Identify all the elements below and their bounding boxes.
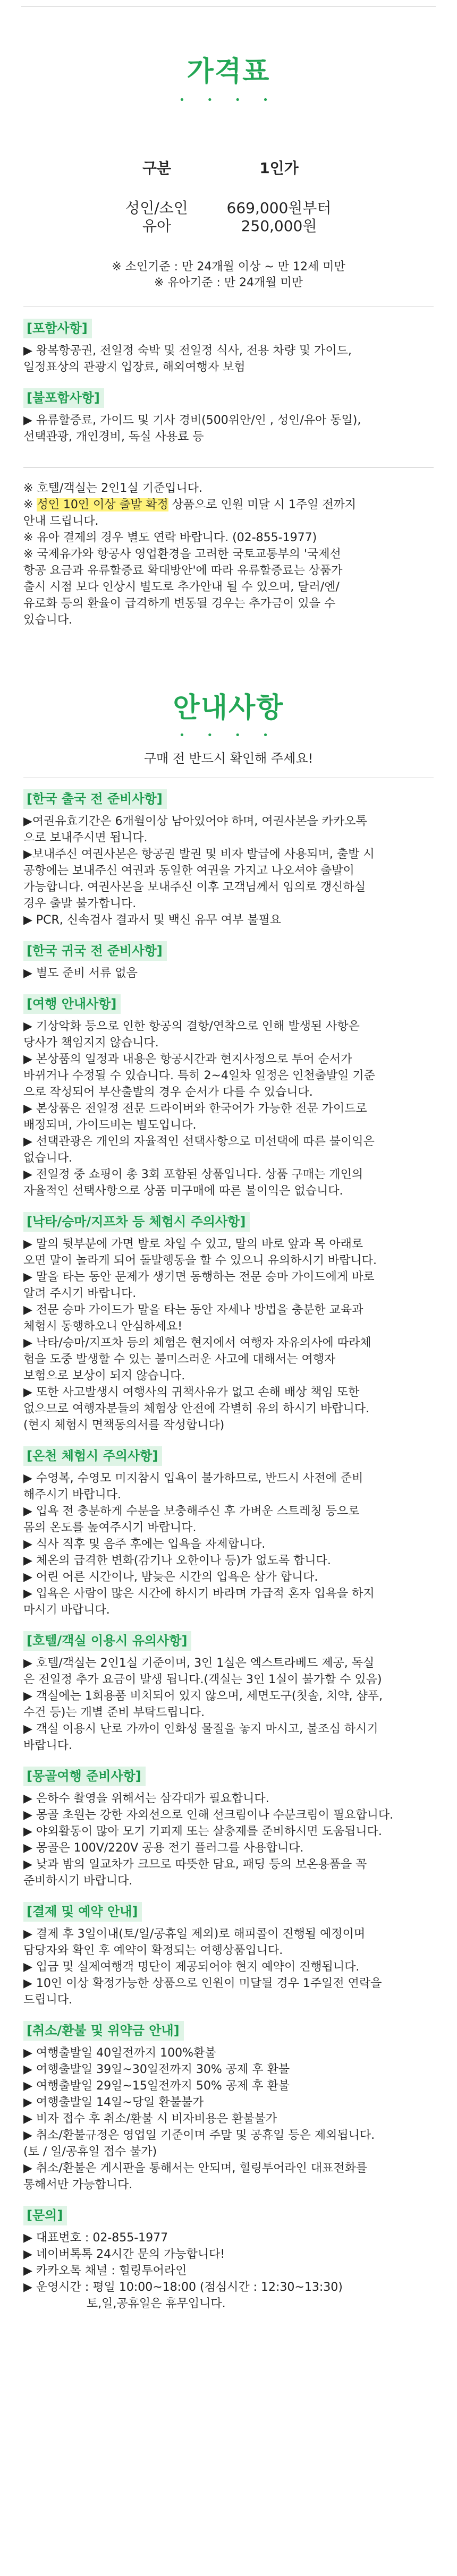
- section-line: ▶ 본상품의 일정과 내용은 항공시간과 현지사정으로 투어 순서가: [23, 1053, 352, 1066]
- include-header: [포함사항]: [23, 319, 92, 338]
- note-line: 있습니다.: [23, 613, 73, 627]
- section-header: [몽골여행 준비사항]: [23, 1767, 146, 1786]
- section-line: 은 전일정 추가 요금이 발생 됩니다.(객실는 3인 1실이 불가할 수 있음): [23, 1673, 382, 1686]
- infant-age-note: ※ 유아기준 : 만 24개월 미만: [154, 276, 303, 289]
- section-cancel-refund: [23, 2021, 434, 2193]
- section-line: 으로 작성되어 부산출발의 경우 순서가 다를 수 있습니다.: [23, 1086, 313, 1099]
- section-line: ▶ 비자 접수 후 취소/환불 시 비자비용은 환불불가: [23, 2112, 277, 2126]
- section-line: ▶ 여행출발일 29일~15일전까지 50% 공제 후 환불: [23, 2079, 290, 2093]
- guide-sections: [23, 789, 434, 2312]
- section-line: ▶ 호텔/객실는 2인1실 기준이며, 3인 1실은 엑스트라베드 제공, 독실: [23, 1657, 375, 1670]
- section-mongolia-prep: [23, 1767, 434, 1889]
- section-line: ▶ 전일정 중 쇼핑이 총 3회 포함된 상품입니다. 상품 구매는 개인의: [23, 1168, 363, 1181]
- section-contact: [23, 2206, 434, 2312]
- section-line: 통해서만 가능합니다.: [23, 2178, 133, 2191]
- section-line: ▶ 취소/환불은 게시판을 통해서는 안되며, 힐링투어라인 대표전화를: [23, 2162, 368, 2175]
- section-line: ▶ 객실 이용시 난로 가까이 인화성 물질을 놓지 마시고, 불조심 하시기: [23, 1722, 378, 1736]
- section-line: 바뀌거나 수정될 수 있습니다. 특히 2~4일차 일정은 인천출발일 기준: [23, 1069, 375, 1082]
- section-header: [낙타/승마/지프차 등 체험시 주의사항]: [23, 1212, 250, 1232]
- section-line: 경우 출발 불가합니다.: [23, 897, 137, 910]
- note-line: ※ 국제유가와 항공사 영업환경을 고려한 국토교통부의 '국제선: [23, 548, 341, 561]
- include-block: [23, 319, 434, 445]
- section-line: 없습니다.: [23, 1151, 73, 1165]
- note-line: ※ 호텔/객실는 2인1실 기준입니다.: [23, 482, 202, 495]
- section-korea-return: [23, 941, 434, 982]
- section-line: ▶ 입욕은 사람이 많은 시간에 하시기 바라며 가급적 혼자 입욕을 하지: [23, 1587, 375, 1600]
- top-divider: [21, 6, 436, 7]
- section-line: ▶ 말의 뒷부분에 가면 발로 차일 수 있고, 말의 바로 앞과 목 아래로: [23, 1238, 363, 1251]
- contact-kakao-channel: ▶ 카카오톡 채널 : 힐링투어라인: [23, 2264, 187, 2278]
- section-header: [한국 출국 전 준비사항]: [23, 789, 167, 809]
- section-line: ▶ 은하수 촬영을 위해서는 삼각대가 필요합니다.: [23, 1792, 269, 1805]
- section-korea-departure: [23, 789, 434, 928]
- section-line: ▶ 별도 준비 서류 없음: [23, 967, 138, 980]
- section-line: 담당자와 확인 후 예약이 확정되는 여행상품입니다.: [23, 1944, 283, 1957]
- section-line: ▶보내주신 여권사본은 항공권 발권 및 비자 발급에 사용되며, 출발 시: [23, 848, 375, 861]
- guide-title: 안내사항: [173, 692, 284, 724]
- section-line: 알려 주시기 바랍니다.: [23, 1287, 137, 1300]
- section-header: [여행 안내사항]: [23, 994, 121, 1014]
- section-line: 바랍니다.: [23, 1739, 73, 1752]
- section-line: ▶ 10인 이상 확정가능한 상품으로 인원이 미달될 경우 1주일전 연락을: [23, 1977, 382, 1990]
- price-type: 성인/소인: [125, 199, 188, 217]
- section-hotel-caution: [23, 1631, 434, 1754]
- section-line: ▶ 기상악화 등으로 인한 항공의 결항/연착으로 인해 발생된 사항은: [23, 1020, 360, 1033]
- contact-holidays: 토,일,공휴일은 휴무입니다.: [23, 2297, 226, 2310]
- guide-subtitle: 구매 전 반드시 확인해 주세요!: [143, 751, 314, 766]
- section-line: ▶ 객실에는 1회용품 비치되어 있지 않으며, 세면도구(칫솔, 치약, 샴푸,: [23, 1690, 383, 1703]
- section-line: ▶ 말을 타는 동안 문제가 생기면 동행하는 전문 승마 가이드에게 바로: [23, 1270, 375, 1284]
- section-line: ▶ 낮과 밤의 일교차가 크므로 따뜻한 담요, 패딩 등의 보온용품을 꼭: [23, 1858, 367, 1871]
- section-line: ▶ 또한 사고발생시 여행사의 귀책사유가 없고 손해 배상 책임 또한: [23, 1386, 360, 1399]
- section-line: 없으므로 여행자분들의 체험상 안전에 각별히 유의 하시기 바랍니다.: [23, 1402, 370, 1415]
- section-line: (토 / 일/공휴일 접수 불가): [23, 2145, 157, 2159]
- exclude-line: ▶ 유류할증료, 가이드 및 기사 경비(500위안/인 , 성인/유아 동일),: [23, 414, 361, 427]
- section-line: ▶ 여행출발일 14일~당일 환불불가: [23, 2096, 204, 2109]
- section-line: 마시기 바랍니다.: [23, 1603, 110, 1617]
- section-line: 배정되며, 가이드비는 별도입니다.: [23, 1119, 197, 1132]
- section-line: 몸의 온도를 높여주시기 바랍니다.: [23, 1521, 197, 1534]
- title-dots: • • • •: [179, 95, 278, 106]
- note-line: ※ 성인 10인 이상 출발 확정 상품으로 인원 미달 시 1주일 전까지: [23, 498, 357, 511]
- header-type: 구분: [142, 159, 172, 177]
- section-line: ▶ 결제 후 3일이내(토/일/공휴일 제외)로 해피콜이 진행될 예정이며: [23, 1927, 366, 1941]
- section-line: ▶ 여행출발일 39일~30일전까지 30% 공제 후 환불: [23, 2063, 290, 2076]
- section-line: 보험으로 보상이 되지 않습니다.: [23, 1369, 185, 1383]
- section-line: ▶ 선택관광은 개인의 자율적인 선택사항으로 미선택에 따른 불이익은: [23, 1135, 375, 1148]
- section-line: ▶ 수영복, 수영모 미지참시 입욕이 불가하므로, 반드시 사전에 준비: [23, 1472, 363, 1485]
- section-hotspring-caution: [23, 1446, 434, 1618]
- note-line: ※ 유아 결제의 경우 별도 연락 바랍니다. (02-855-1977): [23, 531, 317, 544]
- note-line: 항공 요금과 유류할증료 확대방안'에 따라 유류할증료는 상품가: [23, 564, 343, 577]
- section-line: ▶ 입금 및 실제여행객 명단이 제공되어야 현지 예약이 진행됩니다.: [23, 1960, 360, 1974]
- section-line: ▶ 몽골 초원는 강한 자외선으로 인해 선크림이나 수분크림이 필요합니다.: [23, 1809, 394, 1822]
- section-line: ▶여권유효기간은 6개월이상 남아있어야 하며, 여권사본을 카카오톡: [23, 815, 367, 828]
- exclude-line: 선택관광, 개인경비, 독실 사용료 등: [23, 430, 204, 443]
- section-activity-caution: [23, 1212, 434, 1434]
- section-line: ▶ 식사 직후 및 음주 후에는 입욕을 자제합니다.: [23, 1538, 266, 1551]
- section-line: ▶ PCR, 신속검사 결과서 및 백신 유무 여부 불필요: [23, 914, 282, 927]
- section-line: 험을 도중 발생할 수 있는 불미스러운 사고에 대해서는 여행자: [23, 1353, 336, 1366]
- note-line: 안내 드립니다.: [23, 515, 99, 528]
- note-line: 출시 시점 보다 인상시 별도로 추가안내 될 수 있으며, 달러/엔/: [23, 581, 340, 594]
- include-line: 일정표상의 관광지 입장료, 해외여행자 보험: [23, 361, 246, 374]
- section-line: ▶ 전문 승마 가이드가 말을 타는 동안 자세나 방법을 충분한 교육과: [23, 1303, 363, 1317]
- section-line: 당사가 책임지지 않습니다.: [23, 1036, 159, 1050]
- section-line: 자율적인 선택사항으로 상품 미구매에 따른 불이익은 없습니다.: [23, 1184, 343, 1198]
- section-line: ▶ 어린 어른 시간이나, 밤늦은 시간의 입욕은 삼가 합니다.: [23, 1571, 318, 1584]
- divider: [23, 467, 434, 468]
- exclude-header: [불포함사항]: [23, 388, 104, 408]
- section-line: 수건 등)는 개별 준비 부탁드립니다.: [23, 1706, 205, 1719]
- highlight-min-travelers: 성인 10인 이상 출발 확정: [37, 498, 168, 511]
- section-line: 해주시기 바랍니다.: [23, 1488, 122, 1502]
- section-header: [문의]: [23, 2206, 67, 2225]
- section-line: ▶ 야외활동이 많아 모기 기피제 또는 살충제를 준비하시면 도움됩니다.: [23, 1825, 382, 1838]
- section-payment-booking: [23, 1902, 434, 2008]
- include-line: ▶ 왕복항공권, 전일정 숙박 및 전일정 식사, 전용 차량 및 가이드,: [23, 344, 352, 357]
- section-line: 준비하시기 바랍니다.: [23, 1874, 133, 1888]
- price-table-header: [106, 157, 351, 178]
- section-line: ▶ 본상품은 전일정 전문 드라이버와 한국어가 가능한 전문 가이드로: [23, 1102, 367, 1115]
- section-line: ▶ 몽골은 100V/220V 공용 전기 플러그를 사용합니다.: [23, 1841, 304, 1855]
- section-line: 으로 보내주시면 됩니다.: [23, 831, 148, 845]
- header-price: 1인가: [259, 159, 299, 177]
- section-line: ▶ 체온의 급격한 변화(감기나 오한이나 등)가 없도록 합니다.: [23, 1554, 331, 1567]
- section-line: 체험시 동행하오니 안심하세요!: [23, 1320, 183, 1333]
- section-line: ▶ 낙타/승마/지프차 등의 체험은 현지에서 여행자 자유의사에 따라체: [23, 1336, 371, 1350]
- section-header: [한국 귀국 전 준비사항]: [23, 941, 167, 961]
- price-row-infant: [106, 217, 351, 235]
- section-line: 오면 말이 놀라게 되어 돌발행동을 할 수 있으니 유의하시기 바랍니다.: [23, 1254, 377, 1267]
- contact-phone: ▶ 대표번호 : 02-855-1977: [23, 2231, 168, 2245]
- section-line: (현지 체험시 면책동의서를 작성합니다): [23, 1419, 225, 1432]
- price-table: [106, 157, 351, 235]
- section-line: ▶ 여행출발일 40일전까지 100%환불: [23, 2046, 216, 2060]
- price-value: 250,000원: [241, 217, 317, 235]
- child-age-note: ※ 소인기준 : 만 24개월 이상 ~ 만 12세 미만: [112, 260, 345, 274]
- notes-block: [23, 480, 434, 628]
- section-header: [결제 및 예약 안내]: [23, 1902, 142, 1922]
- section-header: [취소/환불 및 위약금 안내]: [23, 2021, 184, 2041]
- section-line: ▶ 취소/환불규정은 영업일 기준이며 주말 및 공휴일 등은 제외됩니다.: [23, 2129, 375, 2142]
- price-type: 유아: [142, 217, 172, 235]
- section-line: 공항에는 보내주신 여권과 동일한 여권을 가지고 나오셔야 출발이: [23, 864, 354, 877]
- section-travel-info: [23, 994, 434, 1199]
- section-line: ▶ 입욕 전 충분하게 수분을 보충해주신 후 가벼운 스트레칭 등으로: [23, 1505, 360, 1518]
- contact-naver-talk: ▶ 네이버톡톡 24시간 문의 가능합니다!: [23, 2248, 225, 2261]
- section-line: 가능합니다. 여권사본을 보내주신 이후 고객님께서 임의로 갱신하실: [23, 881, 366, 894]
- contact-hours: ▶ 운영시간 : 평일 10:00~18:00 (점심시간 : 12:30~13:30): [23, 2281, 343, 2294]
- section-header: [온천 체험시 주의사항]: [23, 1446, 162, 1466]
- price-row-adult: [106, 199, 351, 217]
- note-line: 유로화 등의 환율이 급격하게 변동될 경우는 추가금이 있을 수: [23, 597, 336, 610]
- section-header: [호텔/객실 이용시 유의사항]: [23, 1631, 191, 1651]
- title-dots: • • • •: [179, 730, 278, 741]
- price-title: 가격표: [187, 56, 270, 88]
- section-line: 드립니다.: [23, 1993, 73, 2007]
- price-value: 669,000원부터: [226, 199, 332, 217]
